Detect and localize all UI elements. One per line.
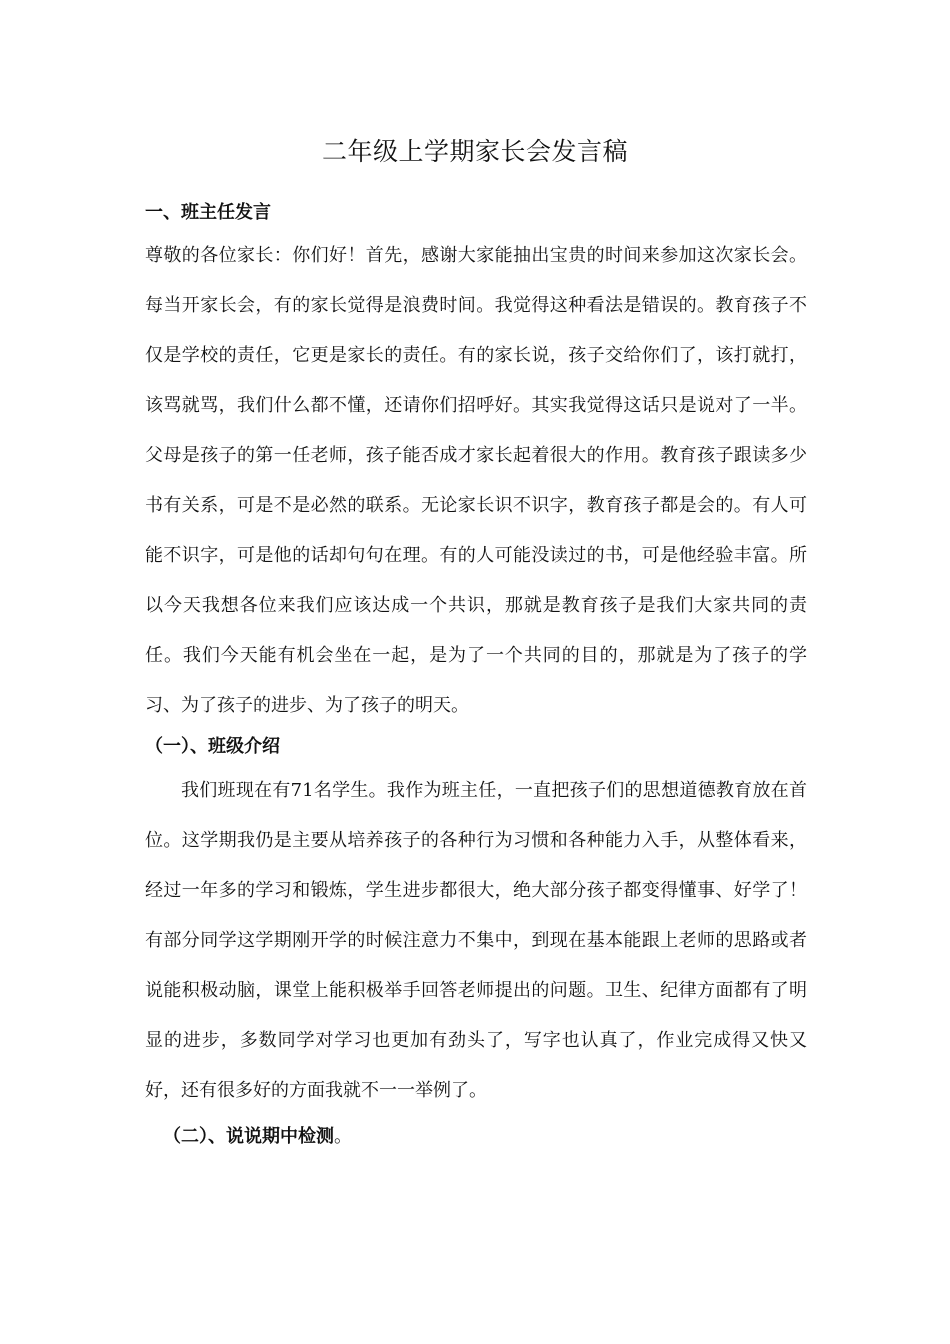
- section-heading-midterm-test-suffix: 。: [334, 1126, 352, 1147]
- section-heading-midterm-test-text: （二）、说说期中检测: [163, 1126, 334, 1147]
- section-heading-class-teacher-speech: 一、班主任发言: [145, 202, 271, 223]
- section-heading-class-introduction: （一）、班级介绍: [145, 736, 280, 757]
- document-title: 二年级上学期家长会发言稿: [321, 137, 628, 166]
- section-heading-midterm-test: [163, 1122, 352, 1152]
- paragraph-class-introduction: 我们班现在有71名学生。我作为班主任，一直把孩子们的思想道德教育放在首位。这学期我仍是主要从培养孩子的各种行为习惯和各种能力入手，从整体看来，经过一年多的学习和锻炼，学生进步都很大，绝大部分孩子都变得懂事、好学了！有部分同学这学期刚开学的时候注意力不集中，到现在基本能跟上老师的思路或者说能积极动脑，课堂上能积极举手回答老师提出的问题。卫生、纪律方面都有了明显的进步，多数同学对学习也更加有劲头了，写字也认真了，作业完成得又快又好，还有很多好的方面我就不一一举例了。: [145, 780, 807, 1101]
- paragraph-opening-remarks: 尊敬的各位家长：你们好！首先，感谢大家能抽出宝贵的时间来参加这次家长会。每当开家长会，有的家长觉得是浪费时间。我觉得这种看法是错误的。教育孩子不仅是学校的责任，它更是家长的责任。有的家长说，孩子交给你们了，该打就打，该骂就骂，我们什么都不懂，还请你们招呼好。其实我觉得这话只是说对了一半。父母是孩子的第一任老师，孩子能否成才家长起着很大的作用。教育孩子跟读多少书有关系，可是不是必然的联系。无论家长识不识字，教育孩子都是会的。有人可能不识字，可是他的话却句句在理。有的人可能没读过的书，可是他经验丰富。所以今天我想各位来我们应该达成一个共识，那就是教育孩子是我们大家共同的责任。我们今天能有机会坐在一起，是为了一个共同的目的，那就是为了孩子的学习、为了孩子的进步、为了孩子的明天。: [145, 245, 807, 716]
